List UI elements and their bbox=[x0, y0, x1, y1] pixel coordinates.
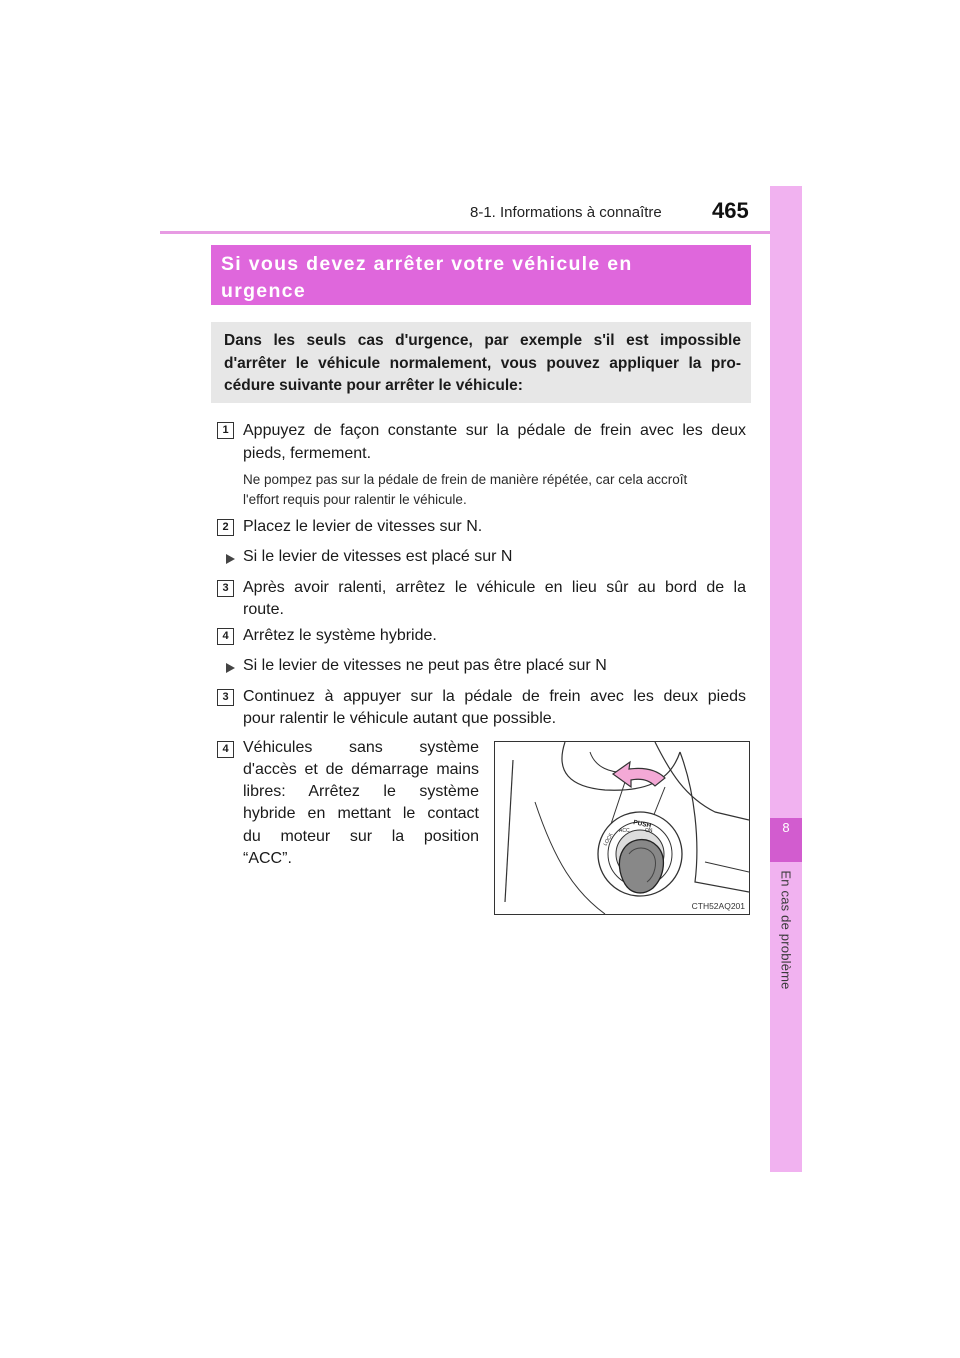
step-3b-line-1: Continuez à appuyer sur la pédale de frein avec les deux pieds bbox=[243, 688, 746, 705]
page-number: 465 bbox=[712, 198, 749, 223]
step-1-note-line-1: Ne pompez pas sur la pédale de frein de manière répétée, car cela accroît bbox=[243, 472, 688, 487]
step-4b-line-6: “ACC”. bbox=[243, 850, 292, 867]
step-number: 4 bbox=[217, 628, 234, 645]
switch-label-on: ON bbox=[645, 828, 653, 834]
intro-line-1: Dans les seuls cas d'urgence, par exemple s'il est impossible bbox=[224, 332, 741, 349]
chapter-title: En cas de problème bbox=[778, 870, 794, 990]
step-4b-line-3: libres: Arrêtez le système bbox=[243, 783, 479, 800]
rotate-arrow-icon bbox=[613, 762, 665, 787]
intro-line-2: d'arrêter le véhicule normalement, vous pouvez appliquer la pro- bbox=[224, 354, 741, 372]
ignition-switch-drawing bbox=[495, 742, 749, 914]
triangle-bullet-icon bbox=[226, 663, 235, 673]
switch-label-push: PUSH bbox=[632, 819, 652, 830]
intro-box bbox=[211, 322, 751, 403]
title-line-1: Si vous devez arrêter votre véhicule en bbox=[221, 253, 633, 275]
section-heading: 8-1. Informations à connaître bbox=[470, 204, 662, 221]
step-3a-line-2: route. bbox=[243, 601, 284, 618]
title-banner bbox=[211, 245, 751, 305]
step-number: 4 bbox=[217, 741, 234, 758]
step-number: 1 bbox=[217, 422, 234, 439]
step-number: 2 bbox=[217, 519, 234, 536]
step-2-text: Placez le levier de vitesses sur N. bbox=[243, 518, 483, 535]
chapter-number: 8 bbox=[782, 820, 790, 835]
step-4b-line-1: Véhicules sans système bbox=[243, 739, 479, 756]
intro-line-3: cédure suivante pour arrêter le véhicule: bbox=[224, 377, 523, 394]
ignition-switch-illustration bbox=[494, 741, 750, 915]
step-4b-line-2: d'accès et de démarrage mains bbox=[243, 761, 479, 778]
step-4b-line-5: du moteur sur la position bbox=[243, 828, 479, 845]
step-4b-line-4: hybride en mettant le contact bbox=[243, 805, 479, 822]
step-1-line-1: Appuyez de façon constante sur la pédale de frein avec les deux bbox=[243, 422, 746, 439]
triangle-bullet-icon bbox=[226, 554, 235, 564]
step-number: 3 bbox=[217, 580, 234, 597]
chapter-tab bbox=[770, 186, 802, 1172]
switch-label-acc: ACC bbox=[619, 828, 630, 834]
step-1-line-2: pieds, fermement. bbox=[243, 445, 372, 462]
step-1-note-line-2: l'effort requis pour ralentir le véhicule. bbox=[243, 492, 467, 507]
step-3a-line-1: Après avoir ralenti, arrêtez le véhicule en lieu sûr au bord de la bbox=[243, 579, 746, 596]
title-line-2: urgence bbox=[221, 280, 306, 302]
switch-label-lock: LOCK bbox=[602, 832, 615, 847]
step-3b-line-2: pour ralentir le véhicule autant que possible. bbox=[243, 710, 557, 727]
header-rule bbox=[160, 231, 800, 234]
step-4a-text: Arrêtez le système hybride. bbox=[243, 627, 437, 644]
case-a-heading: Si le levier de vitesses est placé sur N bbox=[243, 548, 513, 565]
case-b-heading: Si le levier de vitesses ne peut pas être placé sur N bbox=[243, 657, 607, 674]
step-number: 3 bbox=[217, 689, 234, 706]
figure-code: CTH52AQ201 bbox=[691, 901, 745, 911]
